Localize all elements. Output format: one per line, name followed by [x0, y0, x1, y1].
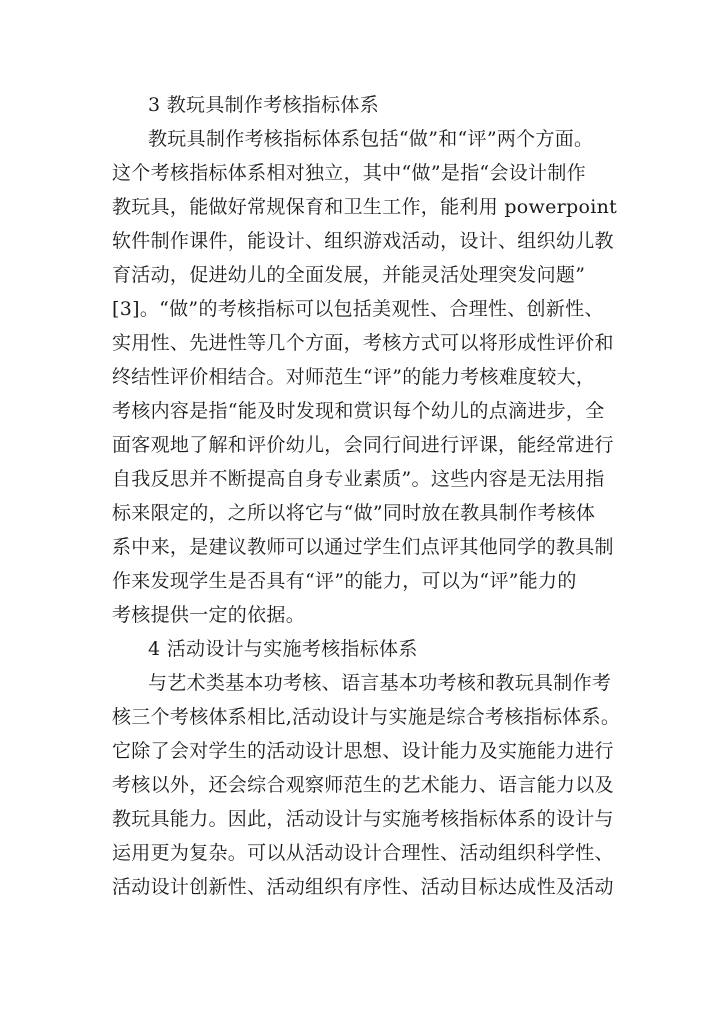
- paragraph-line: 这个考核指标体系相对独立，其中“做”是指“会设计制作: [112, 162, 586, 184]
- section-4-heading: 4 活动设计与实施考核指标体系: [148, 638, 418, 660]
- paragraph-line: 软件制作课件，能设计、组织游戏活动，设计、组织幼儿教: [112, 230, 614, 252]
- paragraph-line: 教玩具能力。因此，活动设计与实施考核指标体系的设计与: [112, 808, 614, 830]
- paragraph-line: 核三个考核体系相比,活动设计与实施是综合考核指标体系。: [112, 706, 621, 728]
- paragraph-line: 活动设计创新性、活动组织有序性、活动目标达成性及活动: [112, 876, 614, 898]
- paragraph-line: 标来限定的，之所以将它与“做”同时放在教具制作考核体: [112, 502, 596, 524]
- paragraph-line: 面客观地了解和评价幼儿，会同行间进行评课，能经常进行: [112, 434, 614, 456]
- paragraph-line: 教玩具，能做好常规保育和卫生工作，能利用 powerpoint: [112, 196, 618, 218]
- paragraph-line: 自我反思并不断提高自身专业素质”。这些内容是无法用指: [112, 468, 605, 490]
- paragraph-line: 考核提供一定的依据。: [112, 604, 306, 626]
- paragraph-line: 系中来，是建议教师可以通过学生们点评其他同学的教具制: [112, 536, 614, 558]
- paragraph-line: 育活动，促进幼儿的全面发展，并能灵活处理突发问题”: [112, 264, 586, 286]
- paragraph-line: 教玩具制作考核指标体系包括“做”和“评”两个方面。: [148, 128, 594, 150]
- section-3-heading: 3 教玩具制作考核指标体系: [148, 94, 380, 116]
- paragraph-line: 终结性评价相结合。对师范生“评”的能力考核难度较大，: [112, 366, 596, 388]
- paragraph-line: 作来发现学生是否具有“评”的能力，可以为“评”能力的: [112, 570, 577, 592]
- paragraph-line: 考核内容是指“能及时发现和赏识每个幼儿的点滴进步，全: [112, 400, 605, 422]
- paragraph-line: 运用更为复杂。可以从活动设计合理性、活动组织科学性、: [112, 842, 614, 864]
- paragraph-line: 与艺术类基本功考核、语言基本功考核和教玩具制作考: [148, 672, 612, 694]
- paragraph-line: 它除了会对学生的活动设计思想、设计能力及实施能力进行: [112, 740, 614, 762]
- paragraph-line: [3]。“做”的考核指标可以包括美观性、合理性、创新性、: [112, 298, 604, 320]
- paragraph-line: 实用性、先进性等几个方面，考核方式可以将形成性评价和: [112, 332, 614, 354]
- paragraph-line: 考核以外，还会综合观察师范生的艺术能力、语言能力以及: [112, 774, 614, 796]
